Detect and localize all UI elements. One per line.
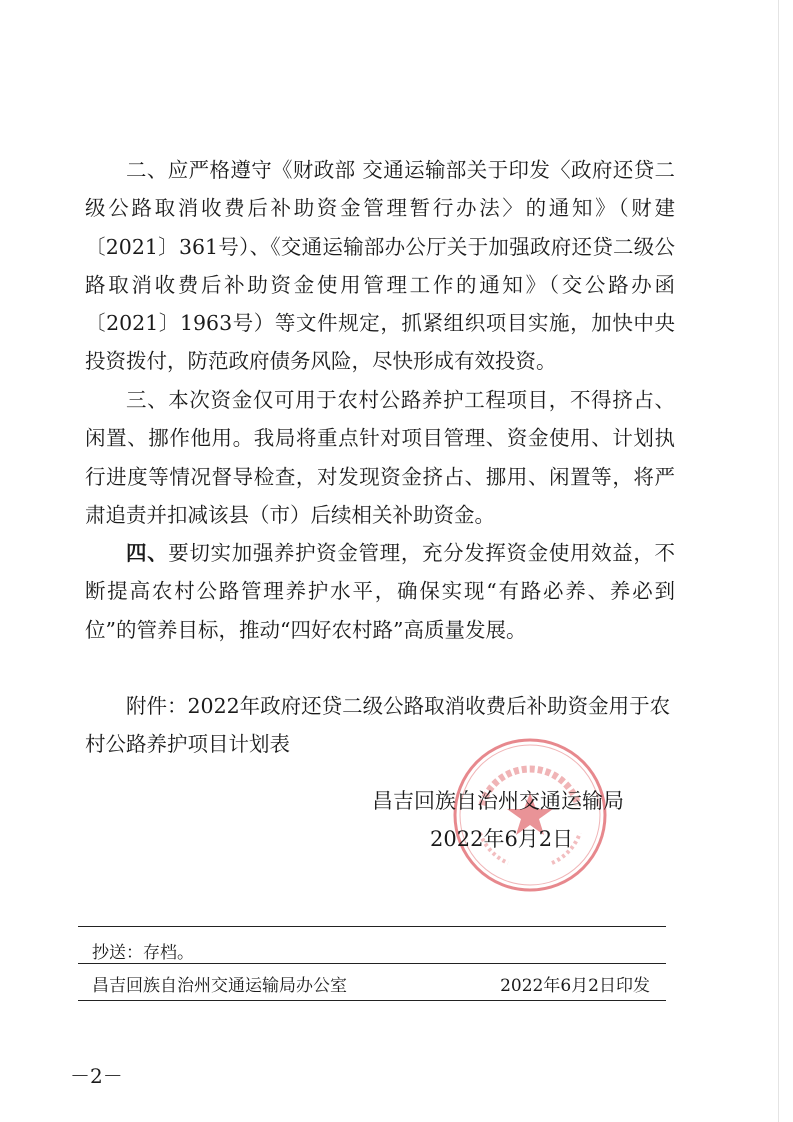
attachment-line: 附件：2022年政府还贷二级公路取消收费后补助资金用于农村公路养护项目计划表 (85, 694, 671, 757)
paragraph-text: 本次资金仅可用于农村公路养护工程项目，不得挤占、闲置、挪作他用。我局将重点针对项目管理、资金使用、计划执行进度等情况督导检查，对发现资金挤占、挪用、闲置等，将严肃追责并扣减该县（市）后续相关补助资金。 (85, 388, 675, 527)
paragraph-label: 三、 (126, 388, 169, 412)
signing-organization: 昌吉回族自治州交通运输局 (372, 789, 624, 813)
page-edge (778, 0, 779, 1122)
page-number: －2－ (70, 1064, 123, 1088)
issue-date: 2022年6月2日印发 (500, 976, 650, 996)
paragraph-label: 四、 (126, 541, 169, 565)
issuing-office: 昌吉回族自治州交通运输局办公室 (92, 976, 347, 996)
footer-rule-middle (78, 963, 666, 964)
body-paragraph-2 (85, 151, 675, 381)
footer-rule-bottom (78, 1000, 666, 1001)
body-paragraph-3 (85, 381, 675, 534)
footer-rule-top (78, 926, 666, 927)
paragraph-text: 要切实加强养护资金管理，充分发挥资金使用效益，不断提高农村公路管理养护水平，确保实现“有路必养、养必到位”的管养目标，推动“四好农村路”高质量发展。 (85, 541, 675, 642)
signing-date: 2022年6月2日 (430, 827, 574, 851)
body-paragraph-4 (85, 534, 675, 649)
cc-line: 抄送：存档。 (92, 943, 194, 963)
paragraph-text: 应严格遵守《财政部 交通运输部关于印发〈政府还贷二级公路取消收费后补助资金管理暂行办法〉的通知》（财建〔2021〕361号）、《交通运输部办公厅关于加强政府还贷二级公路取消收费后补助资金使用管理工作的通知》（交公路办函〔2021〕1963号）等文件规定，抓紧组织项目实施，加快中央投资拨付，防范政府债务风险，尽快形成有效投资。 (85, 158, 676, 374)
paragraph-label: 二、 (126, 158, 168, 182)
